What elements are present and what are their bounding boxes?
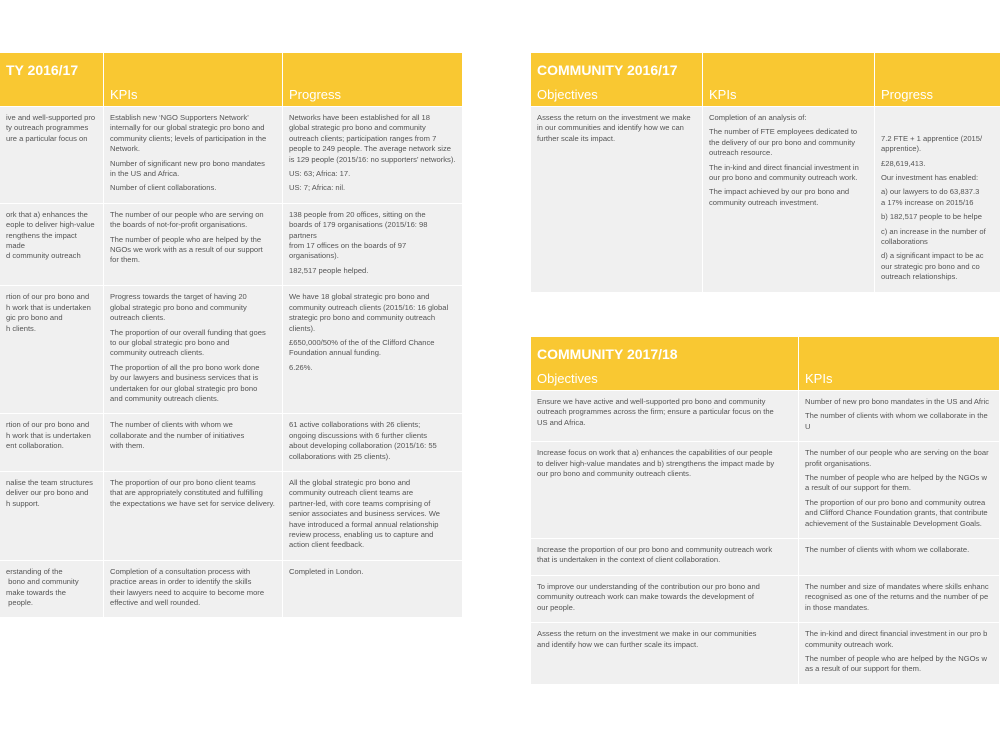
cell-paragraph: The number of people who are helped by the NGOs we work with as a result of our support for them.: [110, 234, 263, 265]
cell-paragraph: b) 182,517 people to be helpe: [881, 212, 982, 222]
cell-paragraph: £650,000/50% of the of the Clifford Chance Foundation annual funding.: [289, 337, 435, 358]
cell-paragraph: Assess the return on the investment we make in our communities and identify how we can further scale its impact.: [537, 629, 757, 649]
table-header-cell: [104, 53, 282, 106]
cell-paragraph: The number of clients with whom we collaborate in the U: [805, 411, 990, 431]
cell-paragraph: Networks have been established for all 18 global strategic pro bono and community outreach clients; participation ranges from 7 people to 249 people. The average network size is 129 people (2015/16: no supporters’ networks).: [289, 113, 456, 164]
table-header-cell: [0, 53, 103, 106]
cell-paragraph: rtion of our pro bono and h work that is undertaken gic pro bono and h clients.: [6, 292, 91, 333]
table-cell: [0, 286, 103, 413]
table-cell: [283, 107, 462, 203]
cell-paragraph: Increase the proportion of our pro bono and community outreach work that is undertaken in the context of client collaboration.: [537, 545, 773, 565]
cell-paragraph: rtion of our pro bono and h work that is undertaken ent collaboration.: [6, 420, 91, 451]
cell-paragraph: £28,619,413.: [881, 158, 926, 168]
cell-paragraph: US: 63; Africa: 17.: [289, 169, 351, 179]
column-header: Objectives: [537, 87, 598, 102]
cell-paragraph: 6.26%.: [289, 362, 313, 372]
column-header: Objectives: [537, 371, 598, 386]
cell-paragraph: Our investment has enabled:: [881, 173, 979, 183]
table-cell: [703, 107, 874, 292]
cell-paragraph: Number of new pro bono mandates in the US and Afric: [805, 397, 990, 406]
cell-paragraph: Completion of an analysis of:: [709, 113, 807, 122]
table-cell: [531, 576, 798, 622]
cell-paragraph: Number of client collaborations.: [110, 183, 217, 193]
community-2016-17-table-right: [531, 53, 1000, 292]
cell-paragraph: To improve our understanding of the contribution our pro bono and community outreach work can make towards the development of our people.: [537, 581, 760, 612]
table-cell: [799, 576, 999, 622]
table-cell: [531, 391, 798, 441]
cell-paragraph: The number of our people who are serving on the boards of not-for-profit organisations.: [110, 209, 264, 230]
community-2016-17-table-left: [0, 53, 462, 617]
community-2017-18-table: [531, 337, 1000, 684]
table-cell: [531, 442, 798, 538]
table-cell: [799, 623, 999, 684]
table-cell: [531, 107, 702, 292]
cell-paragraph: The in-kind and direct financial investment in our pro bono and community outreach work.: [709, 162, 859, 183]
table-cell: [104, 561, 282, 618]
table-cell: [104, 472, 282, 560]
cell-paragraph: The proportion of our pro bono client teams that are appropriately constituted and fulfilling the expectations we have set for service delivery.: [110, 477, 275, 508]
table-cell: [799, 391, 999, 441]
cell-paragraph: The proportion of all the pro bono work done by our lawyers and business services that is undertaken for our global strategic pro bono and community outreach clients.: [110, 362, 260, 403]
table-title: COMMUNITY 2016/17: [537, 62, 678, 78]
cell-paragraph: The number of our people who are serving on the boar profit organisations.: [805, 448, 989, 468]
table-cell: [799, 442, 999, 538]
column-header: Progress: [881, 87, 934, 102]
cell-paragraph: All the global strategic pro bono and community outreach client teams are partner-led, with core teams comprising of senior associates and business services. We have introduced a formal annual relationship review process, enabling us to capture and action client feedback.: [289, 477, 440, 550]
table-header-cell: [703, 53, 874, 106]
cell-paragraph: Completion of a consultation process with practice areas in order to identify the skills their lawyers need to acquire to become more effective and well rounded.: [110, 566, 265, 608]
cell-paragraph: The proportion of our overall funding that goes to our global strategic pro bono and community outreach clients.: [110, 327, 266, 358]
table-header-cell: [283, 53, 462, 106]
cell-paragraph: The number of people who are helped by the NGOs w as a result of our support for them.: [805, 653, 987, 674]
table-header-cell: [531, 53, 702, 106]
table-cell: [799, 539, 999, 575]
cell-paragraph: Ensure we have active and well-supported pro bono and community outreach programmes across the firm; ensure a particular focus on the US and Africa.: [537, 397, 774, 427]
cell-paragraph: ive and well-supported pro ty outreach programmes ure a particular focus on: [6, 113, 96, 143]
cell-paragraph: 182,517 people helped.: [289, 265, 369, 275]
table-cell: [283, 414, 462, 471]
table-header-cell: [531, 337, 798, 390]
cell-paragraph: The number of clients with whom we collaborate and the number of initiatives with them.: [110, 420, 245, 451]
cell-paragraph: erstanding of the bono and community make towards the people.: [6, 566, 79, 608]
cell-paragraph: The number of clients with whom we collaborate.: [805, 545, 970, 555]
column-header: KPIs: [805, 371, 833, 386]
table-cell: [104, 286, 282, 413]
table-cell: [0, 472, 103, 560]
cell-paragraph: 61 active collaborations with 26 clients; ongoing discussions with 6 further clients about developing collaboration (2015/16: 55 collaborations with 25 clients).: [289, 420, 437, 461]
cell-paragraph: Number of significant new pro bono mandates in the US and Africa.: [110, 158, 265, 179]
cell-paragraph: We have 18 global strategic pro bono and community outreach clients (2015/16: 16 global strategic pro bono and community outreach clients).: [289, 292, 449, 333]
cell-paragraph: The proportion of our pro bono and community outrea and Clifford Chance Foundation grants, that contribute achievement of the Sustainable Development Goals.: [805, 497, 988, 528]
column-header: Progress: [289, 87, 342, 102]
column-header: KPIs: [110, 87, 138, 102]
cell-paragraph: The number and size of mandates where skills enhanc recognised as one of the returns and the number of pe in those mandates.: [805, 581, 989, 612]
table-cell: [0, 107, 103, 203]
table-title: TY 2016/17: [6, 62, 79, 78]
cell-paragraph: ork that a) enhances the eople to deliver high-value rengthens the impact made d community outreach: [6, 209, 95, 261]
cell-paragraph: Assess the return on the investment we make in our communities and identify how we can further scale its impact.: [537, 113, 691, 143]
cell-paragraph: c) an increase in the number of collaborations: [881, 226, 986, 247]
table-cell: [531, 623, 798, 684]
cell-paragraph: The number of FTE employees dedicated to the delivery of our pro bono and community outreach resource.: [709, 127, 858, 158]
cell-paragraph: Completed in London.: [289, 566, 364, 576]
cell-paragraph: The impact achieved by our pro bono and community outreach investment.: [709, 187, 850, 207]
table-cell: [531, 539, 798, 575]
table-cell: [283, 286, 462, 413]
table-cell: [0, 561, 103, 618]
cell-paragraph: The number of people who are helped by the NGOs w a result of our support for them.: [805, 473, 987, 493]
table-cell: [283, 204, 462, 285]
cell-paragraph: 138 people from 20 offices, sitting on the boards of 179 organisations (2015/16: 98 partners from 17 offices on the boards of 97 organisations).: [289, 209, 428, 261]
table-cell: [283, 472, 462, 560]
table-cell: [283, 561, 462, 618]
cell-paragraph: d) a significant impact to be ac our strategic pro bono and co outreach relationships.: [881, 251, 984, 282]
cell-paragraph: Progress towards the target of having 20 global strategic pro bono and community outreach clients.: [110, 292, 247, 323]
table-header-cell: [799, 337, 999, 390]
table-header-cell: [875, 53, 1000, 106]
cell-paragraph: US: 7; Africa: nil.: [289, 183, 346, 193]
table-cell: [875, 107, 1000, 292]
table-cell: [0, 204, 103, 285]
table-cell: [104, 107, 282, 203]
table-title: COMMUNITY 2017/18: [537, 346, 678, 362]
table-cell: [104, 414, 282, 471]
column-header: KPIs: [709, 87, 737, 102]
cell-paragraph: Increase focus on work that a) enhances the capabilities of our people to deliver high-value mandates and b) strengthens the impact made by our pro bono and community outreach clients.: [537, 448, 775, 479]
cell-paragraph: 7.2 FTE + 1 apprentice (2015/ apprentice).: [881, 133, 983, 154]
cell-paragraph: Establish new ‘NGO Supporters Network’ internally for our global strategic pro bono and community clients; levels of participation in the Network.: [110, 113, 267, 154]
table-cell: [0, 414, 103, 471]
cell-paragraph: The in-kind and direct financial investment in our pro b community outreach work.: [805, 629, 988, 649]
cell-paragraph: a) our lawyers to do 63,837.3 a 17% increase on 2015/16: [881, 187, 980, 207]
cell-paragraph: nalise the team structures deliver our pro bono and h support.: [6, 477, 93, 508]
table-cell: [104, 204, 282, 285]
